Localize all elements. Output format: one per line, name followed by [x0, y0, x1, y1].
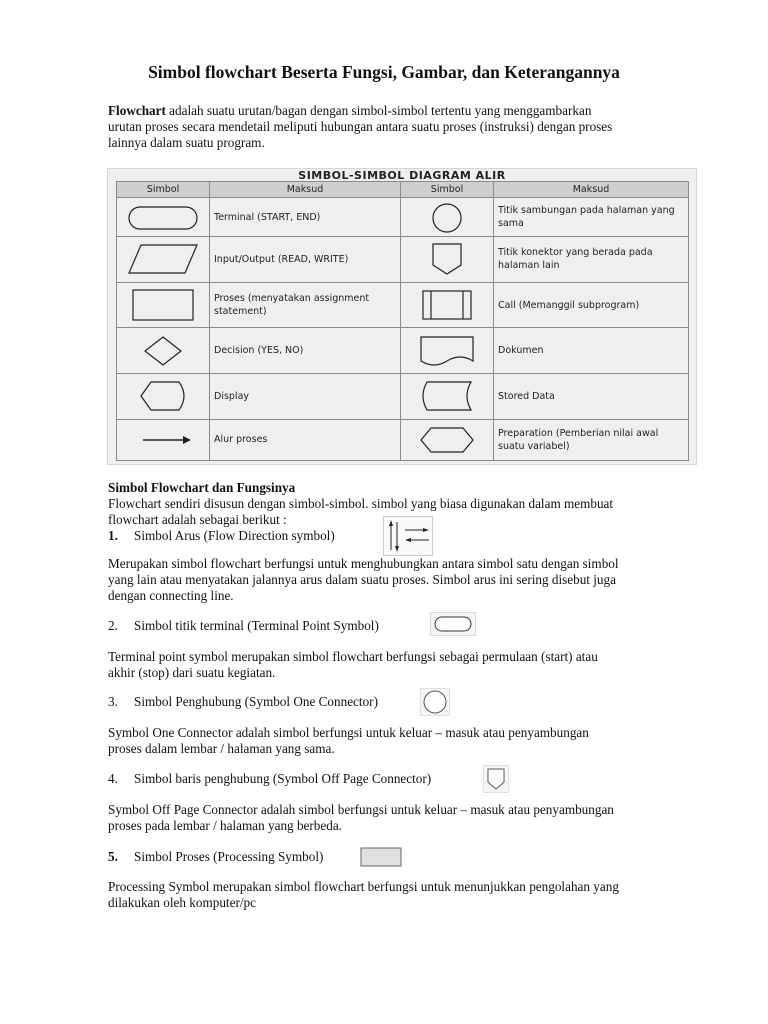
item-1-text: Simbol Arus (Flow Direction symbol)	[134, 528, 335, 543]
item-5-desc-line-1: Processing Symbol merupakan simbol flowchart berfungsi untuk menunjukkan pengolahan yang	[108, 879, 619, 894]
page-title: Simbol flowchart Beserta Fungsi, Gambar, dan Keterangannya	[148, 62, 620, 82]
table-header-row	[117, 182, 689, 198]
item-2-description	[108, 649, 698, 681]
item-4-label	[108, 771, 431, 787]
row-6-right-text	[494, 419, 689, 460]
arrow-icon	[117, 419, 210, 460]
item-5-desc-line-2: dilakukan oleh komputer/pc	[108, 895, 256, 910]
row-6-right-line-1: Preparation (Pemberian nilai awal	[498, 427, 659, 439]
header-maksud-2: Maksud	[494, 182, 689, 198]
item-4-number: 4.	[108, 771, 118, 786]
row-3-left-line-2: statement)	[214, 306, 267, 318]
item-5-text: Simbol Proses (Processing Symbol)	[134, 849, 324, 864]
item-3-description	[108, 725, 698, 757]
off-page-icon	[483, 765, 509, 798]
input-output-icon	[117, 237, 210, 283]
row-1-right-line-2: sama	[498, 218, 524, 229]
row-3-right-text: Call (Memanggil subprogram)	[494, 282, 689, 328]
section-intro-line-2: flowchart adalah sebagai berikut :	[108, 512, 287, 527]
item-3-label	[108, 694, 378, 710]
item-4-desc-line-1: Symbol Off Page Connector adalah simbol berfungsi untuk keluar – masuk atau penyambungan	[108, 802, 614, 817]
row-3-left-line-1: Proses (menyatakan assignment	[214, 293, 370, 305]
row-4-right-text: Dokumen	[494, 328, 689, 374]
item-3-desc-line-2: proses dalam lembar / halaman yang sama.	[108, 741, 335, 756]
table-row	[117, 374, 689, 420]
terminal-point-icon	[430, 612, 476, 641]
item-1-description	[108, 556, 698, 604]
item-1-number: 1.	[108, 528, 118, 543]
item-4-text: Simbol baris penghubung (Symbol Off Page Connector)	[134, 771, 432, 786]
item-2-desc-line-1: Terminal point symbol merupakan simbol flowchart berfungsi sebagai permulaan (start) atau	[108, 649, 598, 664]
row-1-left-text: Terminal (START, END)	[210, 198, 401, 237]
row-5-right-text: Stored Data	[494, 374, 689, 420]
intro-term: Flowchart	[108, 103, 166, 118]
item-1-label	[108, 528, 335, 544]
symbol-table	[116, 181, 689, 461]
item-3-text: Simbol Penghubung (Symbol One Connector)	[134, 694, 378, 709]
item-1-desc-line-3: dengan connecting line.	[108, 588, 234, 603]
row-6-right-line-2: suatu variabel)	[498, 440, 570, 452]
intro-line-3: lainnya dalam suatu program.	[108, 135, 265, 150]
connector-circle-icon	[401, 198, 494, 237]
row-1-right-line-1: Titik sambungan pada halaman yang	[498, 205, 675, 216]
row-5-left-text: Display	[210, 374, 401, 420]
section-intro-line-1: Flowchart sendiri disusun dengan simbol-simbol. simbol yang biasa digunakan dalam membuat	[108, 496, 614, 511]
document-icon	[401, 328, 494, 374]
row-3-left-text	[210, 282, 401, 328]
preparation-icon	[401, 419, 494, 460]
item-2-label	[108, 618, 379, 634]
item-2-desc-line-2: akhir (stop) dari suatu kegiatan.	[108, 665, 276, 680]
row-6-left-text: Alur proses	[210, 419, 401, 460]
intro-paragraph	[108, 103, 698, 151]
row-2-right-text	[494, 237, 689, 283]
decision-icon	[117, 328, 210, 374]
table-row	[117, 328, 689, 374]
row-1-right-text	[494, 198, 689, 237]
section-heading: Simbol Flowchart dan Fungsinya	[108, 480, 296, 495]
item-4-description	[108, 802, 698, 834]
intro-line-2: urutan proses secara mendetail meliputi hubungan antara suatu proses (instruksi) dengan proses	[108, 119, 613, 134]
intro-text-1: adalah suatu urutan/bagan dengan simbol-simbol tertentu yang menggambarkan	[165, 103, 592, 118]
item-2-number: 2.	[108, 618, 118, 633]
row-4-left-text: Decision (YES, NO)	[210, 328, 401, 374]
symbol-table-figure	[107, 168, 697, 465]
item-5-label	[108, 849, 323, 865]
header-simbol-1: Simbol	[117, 182, 210, 198]
stored-data-icon	[401, 374, 494, 420]
row-2-left-text: Input/Output (READ, WRITE)	[210, 237, 401, 283]
item-1-desc-line-2: yang lain atau menyatakan jalannya arus dalam suatu proses. Simbol arus ini sering disebut juga	[108, 572, 616, 587]
row-2-right-line-1: Titik konektor yang berada pada	[498, 247, 653, 259]
table-row	[117, 282, 689, 328]
flow-direction-icon	[383, 516, 433, 561]
table-row	[117, 237, 689, 283]
item-4-desc-line-2: proses pada lembar / halaman yang berbeda.	[108, 818, 342, 833]
item-3-desc-line-1: Symbol One Connector adalah simbol berfungsi untuk keluar – masuk atau penyambungan	[108, 725, 589, 740]
item-5-description	[108, 879, 698, 911]
table-row	[117, 419, 689, 460]
table-title: SIMBOL-SIMBOL DIAGRAM ALIR	[298, 169, 506, 182]
item-5-number: 5.	[108, 849, 118, 864]
one-connector-icon	[420, 688, 450, 721]
table-row	[117, 198, 689, 237]
row-2-right-line-2: halaman lain	[498, 260, 560, 272]
item-3-number: 3.	[108, 694, 118, 709]
header-simbol-2: Simbol	[401, 182, 494, 198]
off-page-connector-icon	[401, 237, 494, 283]
display-icon	[117, 374, 210, 420]
intro-line-1	[108, 103, 698, 119]
item-1-desc-line-1: Merupakan simbol flowchart berfungsi untuk menghubungkan antara simbol satu dengan simbol	[108, 556, 619, 571]
process-icon	[117, 282, 210, 328]
terminal-icon	[117, 198, 210, 237]
subprogram-icon	[401, 282, 494, 328]
header-maksud-1: Maksud	[210, 182, 401, 198]
item-2-text: Simbol titik terminal (Terminal Point Symbol)	[134, 618, 379, 633]
processing-icon	[360, 847, 402, 872]
